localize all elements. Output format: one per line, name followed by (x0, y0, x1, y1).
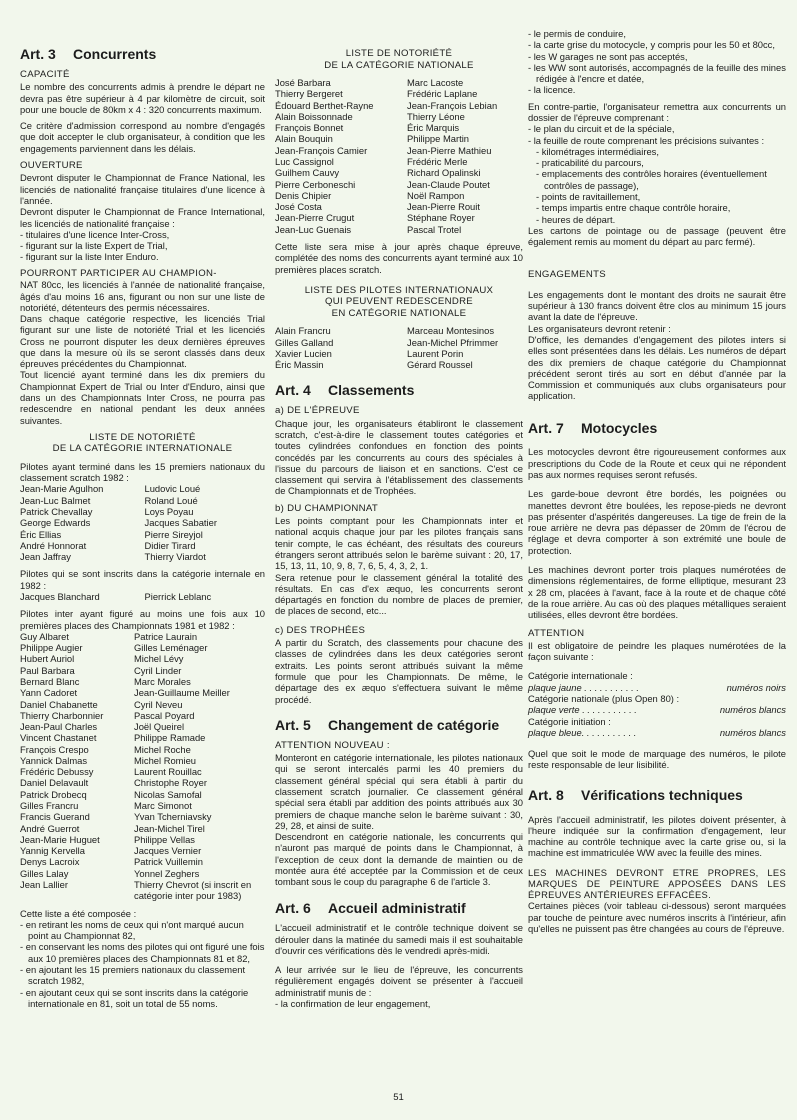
name-entry: Gilles Galland (275, 336, 334, 348)
list-item: - praticabilité du parcours, (536, 157, 644, 169)
name-entry: Ludovic Loué (144, 483, 201, 495)
paragraph: Après l'accueil administratif, les pilotes doivent présenter, à l'heure indiquée sur la confirmation d'engagement, leur machine au contrôle technique avec la carte grise ou, si la machine est immatriculée WW avec la feuille des mines. (528, 813, 786, 859)
name-entry: Gérard Roussel (407, 359, 473, 371)
name-entry: Daniel Chabanette (20, 698, 98, 710)
name-entry: Vincent Chastanet (20, 732, 97, 744)
article-number: Art. 6 (275, 899, 311, 916)
paragraph: Les machines devront porter trois plaques numérotées de dimensions réglementaires, de forme elliptique, mesurant 23 x 28 cm, placées à l'avant, face à la route et de chaque côté de la roue arrière. Au cas où des plaques métalliques seraient utilisées, elles devront être bordées. (528, 563, 786, 621)
name-entry: Jean-Luc Balmet (20, 494, 91, 506)
paragraph: En contre-partie, l'organisateur remettra aux concurrents un dossier de l'épreuve comprenant : (528, 100, 786, 123)
article-title: Accueil administratif (328, 899, 466, 916)
feuille-route-list (528, 146, 786, 225)
name-entry: Cyril Linder (134, 664, 182, 676)
list-item: - figurant sur la liste Inter Enduro. (20, 251, 159, 263)
paragraph: Les organisateurs devront retenir : (528, 322, 671, 334)
page-number: 51 (393, 1092, 404, 1103)
paragraph: Pilotes qui se sont inscrits dans la catégorie internale en 1982 : (20, 568, 265, 591)
name-entry: François Crespo (20, 743, 89, 755)
paragraph: Descendront en catégorie nationale, les concurrents qui n'auront pas marqué de points dans le Championnat, à l'exception de ceux dont la demande de maintien ou de montée aura été acceptée par la Commission et de ceux tombant sous le coup du paragraphe 6 de l'article 3. (275, 831, 523, 888)
article-title: Changement de catégorie (328, 716, 500, 733)
name-entry: George Edwards (20, 517, 91, 529)
paragraph: Pilotes inter ayant figuré au moins une fois aux 10 premières places des Championnats 1981 et 1982 : (20, 608, 265, 631)
paragraph: Les cartons de pointage ou de passage (peuvent être également remis au moment du départ au parc fermé). (528, 224, 786, 248)
name-entry: Patrick Drobecq (20, 788, 87, 800)
list-title-line: EN CATÉGORIE NATIONALE (331, 307, 467, 319)
name-entry: Pierre Cerboneschi (275, 178, 356, 190)
section-heading: OUVERTURE (20, 159, 83, 171)
name-entry: Pierre Sireyjol (144, 528, 203, 540)
name-entry: Yonnel Zeghers (134, 867, 200, 879)
plate-numbers: numéros blancs (719, 726, 786, 738)
name-entry: Roland Loué (144, 494, 198, 506)
paragraph: D'office, les demandes d'engagement des pilotes inters si elles sont présentées dans les délais. Les numéros de départ des dix premiers de chaque catégorie du Championnat précédent seront tirés au sort en début d'année par la Commission et communiqués aux clubs organisateurs pour application. (528, 333, 786, 402)
section-heading: c) DES TROPHÉES (275, 624, 366, 636)
section-heading: ENGAGEMENTS (528, 269, 606, 281)
name-entry: Michel Roche (134, 743, 191, 755)
list-item: - le plan du circuit et de la spéciale, (528, 123, 675, 135)
name-entry: Jean-François Lebian (407, 99, 498, 111)
name-entry: Philippe Martin (407, 133, 470, 145)
paragraph: Sera retenue pour le classement général la totalité des résultats. En cas d'ex æquo, les concurrents seront départagés en fonction du nombre de places de premier, de places de second, etc... (275, 571, 523, 617)
names-grid (275, 325, 523, 370)
paragraph: Les points comptant pour les Championnats inter et national acquis chaque jour par les pilotes français sans tenir compte, le cas échéant, des résultats des coureurs étrangers seront attribués selon le barème suivant : 20, 17, 15, 13, 11, 10, 9, 8, 7, 6, 5, 4, 3, 2, 1. (275, 515, 523, 572)
name-entry: Christophe Royer (134, 777, 207, 789)
name-entry: Thierry Viardot (144, 551, 206, 563)
paragraph: Tout licencié ayant terminé dans les dix premiers du Championnat Expert de Trial ou Inter d'Enduro, ainsi que dans un des Championnats Inter Cross, ne pourra pas redescendre en national pendant les deux années suivantes. (20, 369, 265, 426)
name-entry: Frédéric Debussy (20, 766, 94, 778)
name-entry: José Barbara (275, 77, 331, 88)
section-heading: ATTENTION NOUVEAU : (275, 739, 390, 751)
name-entry: Luc Cassignol (275, 155, 334, 167)
name-entry: Guilhem Cauvy (275, 167, 340, 179)
name-entry: Jean-Guillaume Meiller (134, 687, 230, 699)
name-entry: Hubert Auriol (20, 653, 75, 665)
name-entry: Jacques Vernier (134, 845, 202, 857)
plate-color: plaque jaune . . . . . . . . . . . (528, 681, 639, 693)
list-item: - en retirant les noms de ceux qui n'ont marqué aucun point au Championnat 82, (20, 918, 244, 942)
paragraph: NAT 80cc, les licenciés à l'année de nationalité française, âgés d'au moins 16 ans, figurant ou non sur une liste de notoriété, détenteurs des permis nécessaires. (20, 279, 265, 313)
name-entry: Daniel Delavault (20, 777, 89, 789)
paragraph: A leur arrivée sur le lieu de l'épreuve, les concurrents régulièrement engagés doivent se présenter à l'accueil administratif munis de : (275, 964, 523, 998)
name-entry: Laurent Porin (407, 347, 464, 359)
name-entry: Jean-François Camier (275, 144, 368, 156)
list-item: - temps impartis entre chaque contrôle horaire, (536, 202, 731, 214)
name-entry: Richard Opalinski (407, 167, 481, 179)
paragraph: Le nombre des concurrents admis à prendre le départ ne devra pas être supérieur à 4 par kilomètre de circuit, soit pour une boucle de 80km x 4 : 320 concurrents maximum. (20, 81, 265, 115)
name-entry: Philippe Vellas (134, 833, 195, 845)
list-item: - le permis de conduire, (528, 28, 626, 39)
paragraph: LES MACHINES DEVRONT ETRE PROPRES, LES MARQUES DE PEINTURE APPOSÉES DANS LES ÉPREUVES ANTÉRIEURES EFFACÉES. (528, 866, 786, 901)
plate-row (528, 727, 786, 738)
list-title-line: LISTE DE NOTORIÉTÉ (345, 48, 453, 59)
article-number: Art. 5 (275, 716, 311, 733)
list-item: - en ajoutant les 15 premiers nationaux du classement scratch 1982, (20, 963, 246, 987)
name-entry: Francis Guerand (20, 811, 90, 823)
plate-color: plaque verte . . . . . . . . . . . (528, 704, 637, 716)
article-number: Art. 3 (20, 46, 56, 62)
names-grid (275, 77, 523, 235)
name-entry: Jean Lallier (20, 879, 68, 891)
name-entry: Noël Rampon (407, 189, 465, 201)
name-entry: Marc Lacoste (407, 77, 464, 88)
list-item: - figurant sur la liste Expert de Trial, (20, 240, 168, 252)
name-entry: Frédéric Merle (407, 155, 468, 167)
list-title (275, 48, 523, 71)
name-entry: Marc Simonot (134, 800, 192, 812)
name-entry: Bernard Blanc (20, 675, 80, 687)
list-item: - la confirmation de leur engagement, (275, 998, 431, 1010)
column-2 (275, 48, 523, 1014)
dossier-list (528, 123, 786, 146)
name-entry: José Costa (275, 201, 322, 213)
paragraph: A partir du Scratch, des classements pour chacune des classes de cylindrées dans les deux catégories seront extraits. Les points seront attribués suivant la même formule que pour les Championnats. De même, le départage des ex æquo s'effectuera suivant le même procédé. (275, 637, 523, 705)
article-number: Art. 7 (528, 419, 564, 436)
names-grid (20, 631, 265, 902)
list-item: - la licence. (528, 84, 576, 96)
plate-category: Catégorie initiation : (528, 715, 611, 727)
name-entry: André Honnorat (20, 539, 87, 551)
paragraph: Monteront en catégorie internationale, les pilotes nationaux qui se seront intercalés parmi les 40 premiers du classement général spécial qui sera établi à partir du classement scratch journalier. Ce classement général spécial sera établi par addition des points attribués aux 30 premiers de chaque manche selon le barème suivant : 30, 29, 28, et ainsi de suite. (275, 752, 523, 831)
name-entry: Pierrick Leblanc (144, 590, 212, 602)
name-entry: François Bonnet (275, 122, 344, 134)
section-heading: CAPACITÉ (20, 68, 70, 80)
name-entry: Patrick Chevallay (20, 506, 93, 518)
list-item: - titulaires d'une licence Inter-Cross, (20, 228, 170, 240)
list-title-line: LISTE DES PILOTES INTERNATIONAUX (304, 284, 494, 296)
name-entry: Alain Boissonnade (275, 110, 353, 122)
name-entry: Denis Chipier (275, 189, 332, 201)
name-entry: Michel Romieu (134, 754, 196, 766)
name-entry: Xavier Lucien (275, 347, 332, 359)
paragraph: Les garde-boue devront être bordés, les poignées ou manettes devront être boulées, les repose-pieds ne devront pas présenter d'aspérités dangereuses. La tige de frein de la roue arrière ne devra pas dépasser de 20mm de l'écrou de réglage et devra comporter à son extrémité une boule de protection. (528, 488, 786, 556)
name-entry: Thierry Charbonnier (20, 709, 104, 721)
name-entry: Paul Barbara (20, 664, 75, 676)
name-entry: Alain Bouquin (275, 133, 333, 145)
name-entry: Gilles Lalay (20, 867, 69, 879)
name-entry: Éric Marquis (407, 122, 460, 134)
column-3 (528, 28, 786, 939)
name-entry: Patrick Vuillemin (134, 856, 203, 868)
list-item: - en conservant les noms des pilotes qui ont figuré une fois aux 10 premières places des Championnats 81 et 82, (20, 941, 265, 964)
name-entry: Philippe Augier (20, 642, 83, 654)
name-entry: Thierry Bergeret (275, 88, 343, 100)
name-entry: Philippe Ramade (134, 732, 206, 744)
list-item: - les WW sont autorisés, accompagnés de la feuille des mines rédigée à l'encre et datée, (528, 61, 786, 85)
name-entry: Denys Lacroix (20, 856, 80, 868)
list-item: - la carte grise du motocycle, y compris pour les 50 et 80cc, (528, 39, 775, 51)
section-heading: b) DU CHAMPIONNAT (275, 502, 378, 514)
name-entry: Stéphane Royer (407, 212, 475, 224)
name-entry: Thierry Chevrot (si inscrit en catégorie inter pour 1983) (134, 879, 252, 902)
name-entry: Jacques Blanchard (20, 590, 100, 602)
paragraph: Ce critère d'admission correspond au nombre d'engagés que doit accepter le club organisateur, à condition que les engagements parviennent dans les délais. (20, 120, 265, 154)
list-title-line: DE LA CATÉGORIE NATIONALE (324, 59, 474, 71)
plate-category: Catégorie internationale : (528, 670, 633, 682)
paragraph: Cette liste a été composée : (20, 907, 137, 919)
paragraph: Certaines pièces (voir tableau ci-dessous) seront marquées par touche de peinture avec numéros inscrits à l'intérieur, afin qu'elles ne puissent pas être changées au cours de l'épreuve. (528, 900, 786, 935)
name-entry: Guy Albaret (20, 630, 69, 642)
paragraph: Les engagements dont le montant des droits ne saurait être supérieur à 130 francs doivent être clos au minimum 15 jours avant la date de l'épreuve. (528, 288, 786, 323)
name-entry: Marceau Montesinos (407, 325, 495, 337)
name-entry: Jean-Michel Tirel (134, 822, 205, 834)
names-grid (20, 483, 265, 562)
section-heading: ATTENTION (528, 628, 585, 640)
name-entry: Édouard Berthet-Rayne (275, 99, 374, 111)
list-item: - kilométrages intermédiaires, (536, 145, 659, 157)
name-entry: Jean-Pierre Mathieu (407, 144, 492, 156)
name-entry: Marc Morales (134, 675, 191, 687)
name-entry: Cyril Neveu (134, 698, 183, 710)
name-entry: Jean-Claude Poutet (407, 178, 490, 190)
article-6-heading (275, 900, 523, 917)
section-heading: a) DE L'ÉPREUVE (275, 405, 360, 417)
name-entry: Loys Poyau (144, 506, 194, 518)
plate-category: Catégorie nationale (plus Open 80) : (528, 693, 680, 705)
list-item: - les W garages ne sont pas acceptés, (528, 50, 688, 62)
name-entry: Didier Tirard (144, 539, 196, 551)
composee-list (20, 919, 265, 1009)
list-item: - heures de départ. (536, 213, 616, 225)
list-title-line: DE LA CATÉGORIE INTERNATIONALE (52, 443, 233, 455)
name-entry: Patrice Laurain (134, 630, 198, 642)
name-entry: Laurent Rouillac (134, 766, 202, 778)
list-item: - emplacements des contrôles horaires (éventuellement contrôles de passage), (536, 168, 767, 191)
article-title: Concurrents (73, 46, 157, 62)
name-entry: Pascal Poyard (134, 709, 195, 721)
name-entry: Gilles Francru (20, 800, 79, 812)
article-4-heading (275, 382, 523, 399)
name-entry: Jean-Marie Huguet (20, 833, 100, 845)
ouverture-list (20, 229, 265, 263)
name-entry: André Guerrot (20, 822, 80, 834)
name-entry: Yvan Tcherniavsky (134, 811, 212, 823)
list-title-line: QUI PEUVENT REDESCENDRE (325, 296, 473, 308)
article-7-heading (528, 420, 786, 437)
name-entry: Alain Francru (275, 325, 331, 337)
list-title (275, 285, 523, 320)
list-item: - points de ravitaillement, (536, 190, 641, 202)
name-entry: Joël Queirel (134, 721, 185, 733)
article-title: Classements (328, 382, 415, 399)
list-item: - en ajoutant ceux qui se sont inscrits dans la catégorie internationale en 81, soit un total de 55 noms. (20, 986, 249, 1009)
paragraph: Pilotes ayant terminé dans les 15 premiers nationaux du classement scratch 1982 : (20, 460, 265, 484)
section-heading: POURRONT PARTICIPER AU CHAMPION- (20, 267, 217, 279)
list-title-line: LISTE DE NOTORIÉTÉ (89, 431, 196, 443)
name-entry: Yann Cadoret (20, 687, 78, 699)
article-number: Art. 4 (275, 382, 311, 399)
name-entry: Michel Lévy (134, 653, 184, 665)
plate-numbers: numéros noirs (726, 681, 786, 693)
name-entry: Jean-Pierre Rouit (407, 201, 480, 213)
paragraph: Il est obligatoire de peindre les plaques numérotées de la façon suivante : (528, 639, 786, 663)
name-entry: Jacques Sabatier (144, 517, 217, 529)
name-entry: Yannig Kervella (20, 845, 85, 857)
paragraph: Quel que soit le mode de marquage des numéros, le pilote reste responsable de leur lisibilité. (528, 748, 786, 771)
name-entry: Nicolas Samofal (134, 788, 202, 800)
name-entry: Jean-Michel Pfrimmer (407, 336, 499, 348)
article-title: Vérifications techniques (581, 786, 743, 803)
column-1 (20, 46, 265, 1014)
paragraph: Dans chaque catégorie respective, les licenciés Trial figurant sur une liste de notoriété Trial et les licenciés Cross ne pourront disputer les deux dernières épreuves que dans la mesure où ils se seront classés dans deux épreuves précédentes du Championnat. (20, 313, 265, 370)
plate-numbers: numéros blancs (719, 704, 786, 716)
article-8-heading (528, 787, 786, 804)
article-title: Motocycles (581, 419, 658, 436)
name-entry: Gilles Leménager (134, 642, 208, 654)
article-number: Art. 8 (528, 786, 564, 803)
name-entry: Jean-Pierre Crugut (275, 212, 355, 224)
name-entry: Frédéric Laplane (407, 88, 478, 100)
name-entry: Pascal Trotel (407, 223, 462, 235)
plate-row (528, 704, 786, 715)
name-entry: Éric Massin (275, 359, 324, 371)
name-entry: Éric Ellias (20, 528, 62, 540)
paragraph: Devront disputer le Championnat de France National, les licenciés de nationalité française titulaires d'une licence à l'année. (20, 172, 265, 207)
name-entry: Jean Jaffray (20, 551, 71, 563)
list-item: - la feuille de route comprenant les précisions suivantes : (528, 134, 765, 146)
article-5-heading (275, 717, 523, 734)
paragraph: Les motocycles devront être rigoureusement conformes aux prescriptions du Code de la Route et ceux qui ne répondent pas aux normes requises seront refusés. (528, 446, 786, 481)
paragraph: Devront disputer le Championnat de France International, les licenciés de nationalité française : (20, 206, 265, 229)
plate-color: plaque bleue. . . . . . . . . . . (528, 726, 637, 738)
paragraph: Chaque jour, les organisateurs établiront le classement scratch, c'est-à-dire le classement toutes catégories et toutes cylindrées confondues en fonction des points concédés par les concurrents au cours des spéciales à l'issue du parcours de liaison et en sanctions. C'est ce classement qui servira à l'établissement des classements de Championnats et de Trophées. (275, 417, 523, 497)
name-entry: Thierry Léone (407, 110, 465, 122)
accueil-list (275, 998, 523, 1009)
names-grid (20, 591, 265, 602)
paragraph: Cette liste sera mise à jour après chaque épreuve, complétée des noms des concurrents ayant terminé aux 10 premières places scratch. (275, 240, 523, 275)
name-entry: Yannick Dalmas (20, 754, 88, 766)
documents-list (528, 28, 786, 96)
list-title (20, 432, 265, 455)
article-3-heading (20, 46, 265, 63)
name-entry: Jean-Paul Charles (20, 721, 98, 733)
paragraph: L'accueil administratif et le contrôle technique doivent se dérouler dans la matinée du samedi mais il est souhaitable d'ouvrir ces vérifications dès le vendredi après-midi. (275, 922, 523, 956)
name-entry: Jean-Luc Guenais (275, 223, 352, 235)
name-entry: Jean-Marie Agulhon (20, 483, 104, 495)
plate-row (528, 682, 786, 693)
